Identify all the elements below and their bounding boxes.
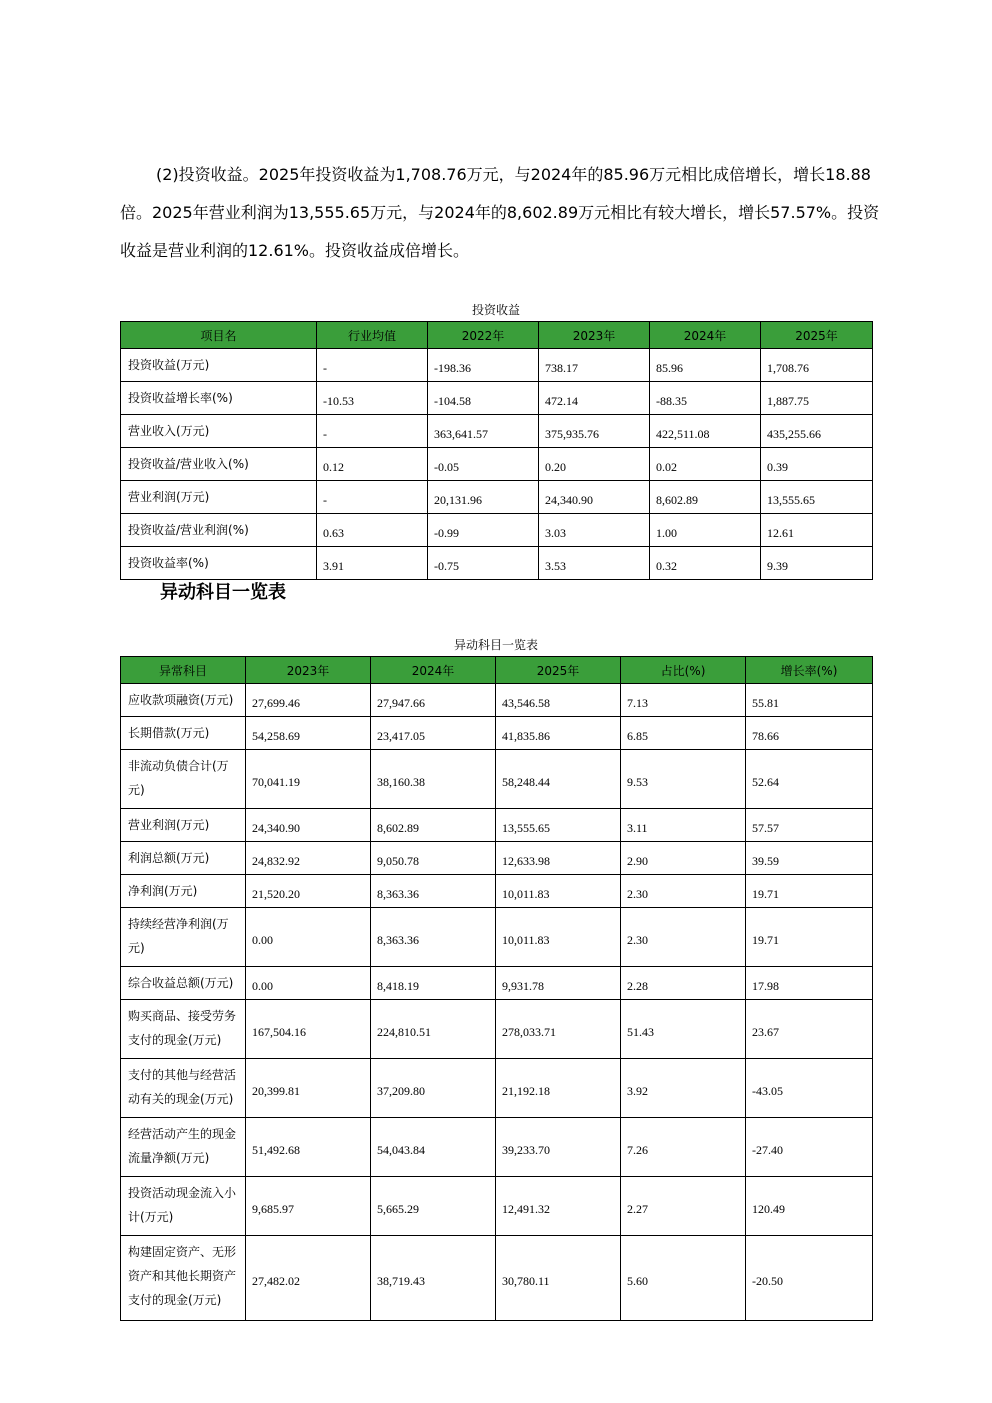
value-cell: 2.30	[621, 908, 746, 967]
table-row	[121, 1059, 873, 1118]
row-label-cell: 净利润(万元)	[121, 875, 246, 908]
value-cell: -104.58	[428, 382, 539, 415]
value-cell: 23,417.05	[371, 717, 496, 750]
value-cell: 21,520.20	[246, 875, 371, 908]
row-label-cell: 非流动负债合计(万元)	[121, 750, 246, 809]
row-label-cell: 支付的其他与经营活动有关的现金(万元)	[121, 1059, 246, 1118]
column-header: 2024年	[371, 657, 496, 684]
value-cell: 2.30	[621, 875, 746, 908]
value-cell: 54,043.84	[371, 1118, 496, 1177]
row-label-cell: 营业利润(万元)	[121, 809, 246, 842]
body-paragraph: (2)投资收益。2025年投资收益为1,708.76万元，与2024年的85.96万元相比成倍增长，增长18.88倍。2025年营业利润为13,555.65万元，与2024年的8,602.89万元相比有较大增长，增长57.57%。投资收益是营业利润的12.61%。投资收益成倍增长。	[120, 165, 880, 260]
value-cell: 12,491.32	[496, 1177, 621, 1236]
value-cell: 27,699.46	[246, 684, 371, 717]
value-cell: 52.64	[746, 750, 873, 809]
value-cell: 51,492.68	[246, 1118, 371, 1177]
value-cell: 24,340.90	[246, 809, 371, 842]
value-cell: 375,935.76	[539, 415, 650, 448]
value-cell: 363,641.57	[428, 415, 539, 448]
table-row	[121, 514, 873, 547]
table-row	[121, 750, 873, 809]
value-cell: 422,511.08	[650, 415, 761, 448]
value-cell: 0.00	[246, 967, 371, 1000]
value-cell: 30,780.11	[496, 1236, 621, 1321]
value-cell: 10,011.83	[496, 908, 621, 967]
value-cell: 12.61	[761, 514, 873, 547]
value-cell: 85.96	[650, 349, 761, 382]
value-cell: 38,160.38	[371, 750, 496, 809]
column-header: 行业均值	[317, 322, 428, 349]
table-row	[121, 875, 873, 908]
row-label-cell: 利润总额(万元)	[121, 842, 246, 875]
value-cell: 9,931.78	[496, 967, 621, 1000]
table-row	[121, 415, 873, 448]
value-cell: 19.71	[746, 908, 873, 967]
value-cell: 0.00	[246, 908, 371, 967]
row-label-cell: 投资活动现金流入小计(万元)	[121, 1177, 246, 1236]
value-cell: 10,011.83	[496, 875, 621, 908]
column-header: 2024年	[650, 322, 761, 349]
value-cell: 3.11	[621, 809, 746, 842]
value-cell: 27,482.02	[246, 1236, 371, 1321]
row-label-cell: 综合收益总额(万元)	[121, 967, 246, 1000]
row-label-cell: 营业利润(万元)	[121, 481, 317, 514]
value-cell: 43,546.58	[496, 684, 621, 717]
value-cell: 70,041.19	[246, 750, 371, 809]
value-cell: 27,947.66	[371, 684, 496, 717]
value-cell: 21,192.18	[496, 1059, 621, 1118]
value-cell: 20,399.81	[246, 1059, 371, 1118]
value-cell: -	[317, 349, 428, 382]
value-cell: -0.75	[428, 547, 539, 580]
table-row	[121, 547, 873, 580]
row-label-cell: 长期借款(万元)	[121, 717, 246, 750]
column-header: 占比(%)	[621, 657, 746, 684]
row-label-cell: 经营活动产生的现金流量净额(万元)	[121, 1118, 246, 1177]
value-cell: 2.27	[621, 1177, 746, 1236]
value-cell: 24,832.92	[246, 842, 371, 875]
table-header-row	[121, 657, 873, 684]
column-header: 2025年	[496, 657, 621, 684]
value-cell: 7.26	[621, 1118, 746, 1177]
table-row	[121, 908, 873, 967]
table-row	[121, 842, 873, 875]
table-row	[121, 481, 873, 514]
table-row	[121, 684, 873, 717]
row-label-cell: 持续经营净利润(万元)	[121, 908, 246, 967]
value-cell: 13,555.65	[761, 481, 873, 514]
table1-caption: 投资收益	[471, 303, 520, 317]
value-cell: 0.12	[317, 448, 428, 481]
table-row	[121, 382, 873, 415]
value-cell: -27.40	[746, 1118, 873, 1177]
value-cell: 41,835.86	[496, 717, 621, 750]
value-cell: 738.17	[539, 349, 650, 382]
value-cell: 19.71	[746, 875, 873, 908]
investment-income-table	[120, 321, 873, 580]
value-cell: 3.91	[317, 547, 428, 580]
value-cell: 435,255.66	[761, 415, 873, 448]
section-heading: 异动科目一览表	[160, 582, 286, 603]
table-row	[121, 967, 873, 1000]
table-row	[121, 1177, 873, 1236]
value-cell: 20,131.96	[428, 481, 539, 514]
table-row	[121, 1000, 873, 1059]
value-cell: 0.02	[650, 448, 761, 481]
row-label-cell: 投资收益/营业收入(%)	[121, 448, 317, 481]
value-cell: 13,555.65	[496, 809, 621, 842]
value-cell: -10.53	[317, 382, 428, 415]
value-cell: 8,363.36	[371, 908, 496, 967]
column-header: 异常科目	[121, 657, 246, 684]
row-label-cell: 营业收入(万元)	[121, 415, 317, 448]
value-cell: 0.32	[650, 547, 761, 580]
value-cell: -0.05	[428, 448, 539, 481]
row-label-cell: 投资收益率(%)	[121, 547, 317, 580]
value-cell: 8,363.36	[371, 875, 496, 908]
column-header: 2022年	[428, 322, 539, 349]
value-cell: 9.53	[621, 750, 746, 809]
row-label-cell: 构建固定资产、无形资产和其他长期资产支付的现金(万元)	[121, 1236, 246, 1321]
value-cell: 2.90	[621, 842, 746, 875]
value-cell: 23.67	[746, 1000, 873, 1059]
value-cell: 1.00	[650, 514, 761, 547]
value-cell: 120.49	[746, 1177, 873, 1236]
value-cell: 0.20	[539, 448, 650, 481]
value-cell: 39,233.70	[496, 1118, 621, 1177]
value-cell: 3.03	[539, 514, 650, 547]
table-row	[121, 448, 873, 481]
value-cell: 2.28	[621, 967, 746, 1000]
value-cell: 54,258.69	[246, 717, 371, 750]
value-cell: 24,340.90	[539, 481, 650, 514]
value-cell: 9,050.78	[371, 842, 496, 875]
value-cell: -	[317, 415, 428, 448]
value-cell: 7.13	[621, 684, 746, 717]
value-cell: -198.36	[428, 349, 539, 382]
table-row	[121, 717, 873, 750]
value-cell: 8,602.89	[371, 809, 496, 842]
value-cell: 167,504.16	[246, 1000, 371, 1059]
value-cell: 78.66	[746, 717, 873, 750]
table2-caption: 异动科目一览表	[453, 638, 538, 652]
value-cell: 8,602.89	[650, 481, 761, 514]
column-header: 2023年	[246, 657, 371, 684]
value-cell: -0.99	[428, 514, 539, 547]
value-cell: 3.53	[539, 547, 650, 580]
value-cell: 278,033.71	[496, 1000, 621, 1059]
value-cell: 58,248.44	[496, 750, 621, 809]
abnormal-items-table	[120, 656, 873, 1321]
value-cell: 0.39	[761, 448, 873, 481]
value-cell: 8,418.19	[371, 967, 496, 1000]
column-header: 增长率(%)	[746, 657, 873, 684]
value-cell: 55.81	[746, 684, 873, 717]
value-cell: -88.35	[650, 382, 761, 415]
value-cell: 51.43	[621, 1000, 746, 1059]
value-cell: -	[317, 481, 428, 514]
column-header: 项目名	[121, 322, 317, 349]
row-label-cell: 购买商品、接受劳务支付的现金(万元)	[121, 1000, 246, 1059]
value-cell: 472.14	[539, 382, 650, 415]
value-cell: 1,887.75	[761, 382, 873, 415]
row-label-cell: 投资收益增长率(%)	[121, 382, 317, 415]
row-label-cell: 投资收益/营业利润(%)	[121, 514, 317, 547]
value-cell: 9,685.97	[246, 1177, 371, 1236]
value-cell: 6.85	[621, 717, 746, 750]
value-cell: 39.59	[746, 842, 873, 875]
column-header: 2025年	[761, 322, 873, 349]
value-cell: -43.05	[746, 1059, 873, 1118]
value-cell: 224,810.51	[371, 1000, 496, 1059]
value-cell: 5.60	[621, 1236, 746, 1321]
row-label-cell: 应收款项融资(万元)	[121, 684, 246, 717]
value-cell: 5,665.29	[371, 1177, 496, 1236]
value-cell: 38,719.43	[371, 1236, 496, 1321]
table-row	[121, 1236, 873, 1321]
value-cell: 12,633.98	[496, 842, 621, 875]
value-cell: 1,708.76	[761, 349, 873, 382]
column-header: 2023年	[539, 322, 650, 349]
value-cell: 3.92	[621, 1059, 746, 1118]
value-cell: 57.57	[746, 809, 873, 842]
value-cell: 37,209.80	[371, 1059, 496, 1118]
value-cell: 17.98	[746, 967, 873, 1000]
value-cell: 0.63	[317, 514, 428, 547]
value-cell: -20.50	[746, 1236, 873, 1321]
table-row	[121, 809, 873, 842]
table-header-row	[121, 322, 873, 349]
value-cell: 9.39	[761, 547, 873, 580]
table-row	[121, 1118, 873, 1177]
table-row	[121, 349, 873, 382]
row-label-cell: 投资收益(万元)	[121, 349, 317, 382]
